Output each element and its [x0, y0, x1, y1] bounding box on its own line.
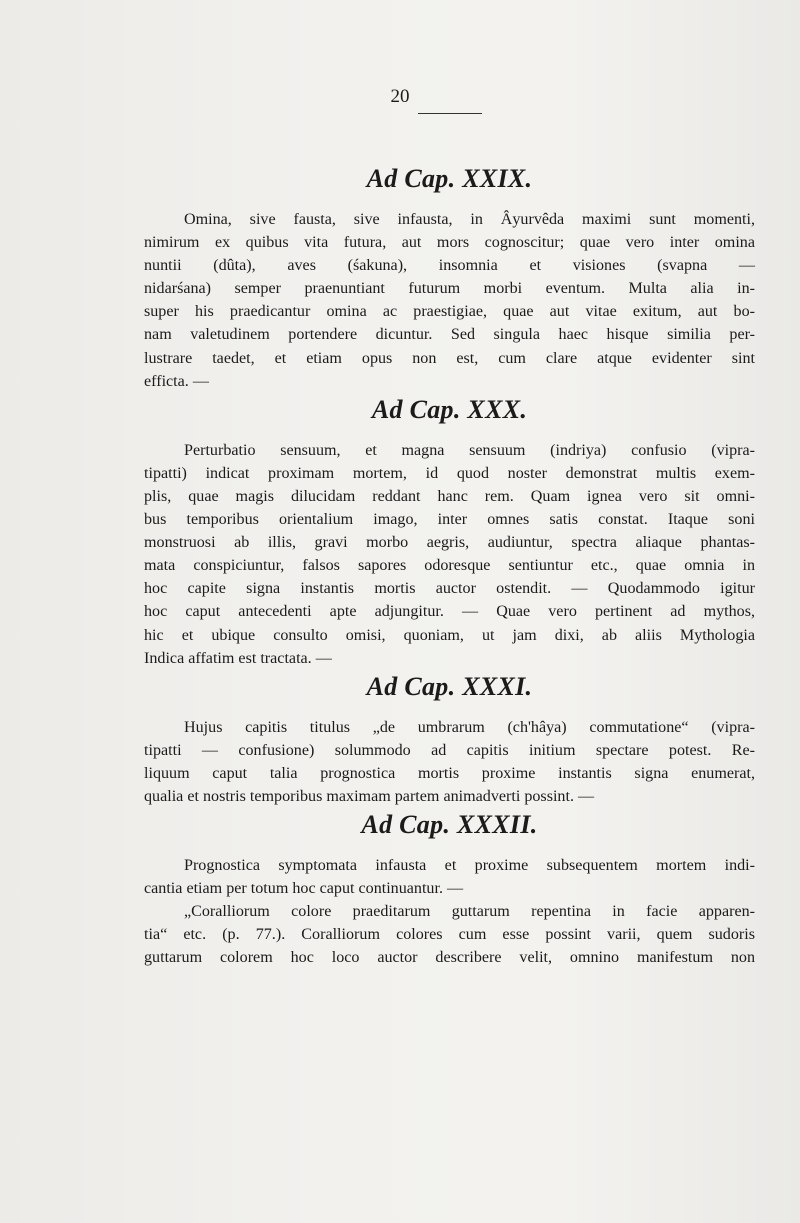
text-line: hoc caput antecedenti apte adjungitur. — Quae vero pertinent ad mythos,	[144, 603, 755, 621]
text-line: tia“ etc. (p. 77.). Coralliorum colores cum esse possint varii, quem sudoris	[144, 926, 755, 944]
text-line: hic et ubique consulto omisi, quoniam, ut jam dixi, ab aliis Mythologia	[144, 626, 755, 644]
text-line: bus temporibus orientalium imago, inter omnes satis constat. Itaque soni	[144, 511, 755, 529]
text-line: cantia etiam per totum hoc caput continuantur. —	[144, 880, 464, 898]
chapter-heading-xxxi: Ad Cap. XXXI.	[366, 671, 533, 701]
paragraph-xxxii-b	[144, 900, 755, 969]
page-content	[144, 162, 755, 970]
header-rule	[418, 113, 482, 114]
page-number: 20	[390, 86, 410, 107]
text-line: tipatti) indicat proximam mortem, id quod noster demonstrat multis exem-	[144, 464, 755, 482]
paragraph-xxxi	[144, 716, 755, 808]
chapter-heading-xxx: Ad Cap. XXX.	[371, 394, 528, 424]
text-line: super his praedicantur omina ac praestigiae, quae aut vitae exitum, aut bo-	[144, 303, 755, 321]
text-line: tipatti — confusione) solummodo ad capitis initium spectare potest. Re-	[144, 741, 755, 759]
text-line: Omina, sive fausta, sive infausta, in Âyurvêda maximi sunt momenti,	[184, 211, 755, 228]
text-line: monstruosi ab illis, gravi morbo aegris, audiuntur, spectra aliaque phantas-	[144, 534, 755, 552]
text-line: nuntii (dûta), aves (śakuna), insomnia et visiones (svapna —	[144, 257, 755, 275]
text-line: mata conspiciuntur, falsos sapores odoresque sentiuntur etc., quae omnia in	[144, 557, 755, 575]
text-line: Prognostica symptomata infausta et proxime subsequentem mortem indi-	[184, 857, 755, 875]
text-line: efficta. —	[144, 372, 209, 390]
text-line: liquum caput talia prognostica mortis proxime instantis signa enumerat,	[144, 764, 755, 782]
text-line: qualia et nostris temporibus maximam partem animadverti possint. —	[144, 787, 595, 805]
text-line: Indica affatim est tractata. —	[144, 649, 332, 667]
text-line: lustrare taedet, et etiam opus non est, cum clare atque evidenter sint	[144, 349, 755, 367]
text-line: nimirum ex quibus vita futura, aut mors cognoscitur; quae vero inter omina	[144, 234, 755, 252]
text-line: nam valetudinem portendere dicuntur. Sed singula haec hisque similia per-	[144, 326, 755, 344]
text-line: „Coralliorum colore praeditarum guttarum repentina in facie apparen-	[184, 903, 755, 921]
paragraph-xxix	[144, 208, 755, 393]
chapter-heading-xxix: Ad Cap. XXIX.	[366, 164, 533, 193]
text-line: hoc capite signa instantis mortis auctor ostendit. — Quodammodo igitur	[144, 580, 755, 598]
text-line: Hujus capitis titulus „de umbrarum (ch'hâya) commutatione“ (vipra-	[184, 718, 755, 736]
text-line: nidarśana) semper praenuntiant futurum morbi eventum. Multa alia in-	[144, 280, 755, 298]
text-line: guttarum colorem hoc loco auctor describere velit, omnino manifestum non	[144, 949, 755, 967]
text-line: plis, quae magis dilucidam reddant hanc rem. Quam ignea vero sit omni-	[144, 487, 755, 505]
text-line: Perturbatio sensuum, et magna sensuum (indriya) confusio (vipra-	[184, 441, 755, 459]
paragraph-xxxii-a	[144, 854, 755, 900]
paragraph-xxx	[144, 439, 755, 670]
chapter-heading-xxxii: Ad Cap. XXXII.	[361, 810, 538, 840]
